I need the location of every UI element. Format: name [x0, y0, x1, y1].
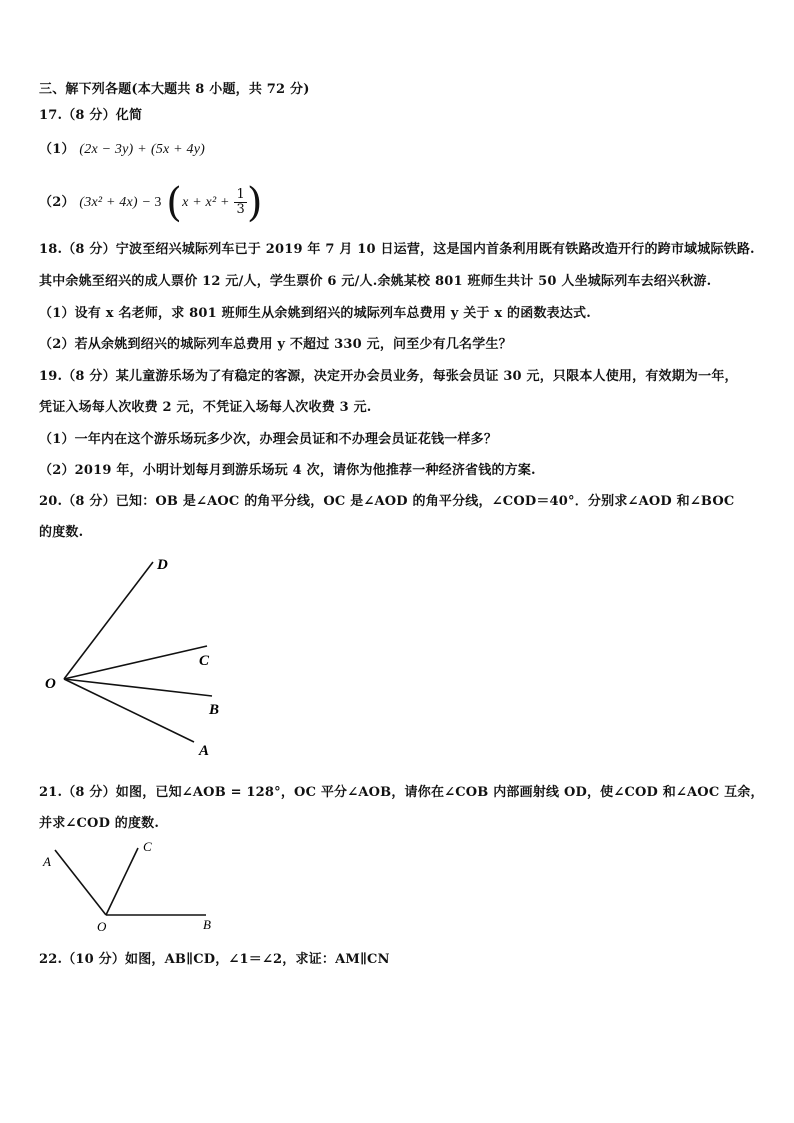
q17-part1-plus: +	[138, 142, 147, 157]
q18-line1: 18.（8 分）宁波至绍兴城际列车已于 2019 年 7 月 10 日运营，这是国内首条利用既有铁路改造开行的跨市域城际铁路.	[39, 242, 755, 257]
q19-part2: （2）2019 年，小明计划每月到游乐场玩 4 次，请你为他推荐一种经济省钱的方案.	[39, 463, 536, 478]
q21-line2: 并求∠COD 的度数.	[39, 816, 160, 831]
q17-part2-expr-b: x + x² +	[182, 195, 230, 210]
q20-line2: 的度数.	[39, 525, 84, 540]
q17-part2-expr-a: (3x² + 4x)	[79, 195, 138, 210]
q17-part1-label: （1）	[39, 142, 75, 157]
section-header: 三、解下列各题(本大题共 8 小题，共 72 分)	[39, 82, 310, 97]
q21-ray-oa	[55, 850, 106, 915]
q17-part2-minus3: − 3	[142, 195, 162, 210]
q21-label-a: A	[43, 854, 51, 869]
q20-line1: 20.（8 分）已知：OB 是∠AOC 的角平分线，OC 是∠AOD 的角平分线，∠COD＝40°．分别求∠AOD 和∠BOC	[39, 494, 735, 509]
q21-ray-oc	[106, 848, 138, 915]
q20-label-o: O	[45, 676, 56, 692]
q19-line1: 19.（8 分）某儿童游乐场为了有稳定的客源，决定开办会员业务，每张会员证 30 元，只限本人使用，有效期为一年，	[39, 369, 738, 384]
q21-label-o: O	[97, 919, 107, 934]
q21-label-c: C	[143, 839, 152, 854]
q17-title: 17.（8 分）化简	[39, 108, 143, 123]
q17-part1-expr-a: (2x − 3y)	[79, 142, 134, 157]
q18-line2: 其中余姚至绍兴的成人票价 12 元/人，学生票价 6 元/人.余姚某校 801 班师生共计 50 人坐城际列车去绍兴秋游.	[39, 274, 712, 289]
q20-label-c: C	[199, 653, 210, 669]
q20-label-b: B	[209, 702, 220, 718]
q17-part1-expr-b: (5x + 4y)	[150, 142, 205, 157]
q18-part1: （1）设有 x 名老师，求 801 班师生从余姚到绍兴的城际列车总费用 y 关于 x 的函数表达式.	[39, 306, 591, 321]
q17-part2-right-paren: )	[246, 180, 263, 226]
q17-part2-label: （2）	[39, 195, 75, 210]
q18-part2: （2）若从余姚到绍兴的城际列车总费用 y 不超过 330 元，问至少有几名学生？	[39, 337, 512, 352]
q21-label-b: B	[203, 917, 211, 932]
q17-fraction-numerator: 1	[236, 187, 245, 202]
q17-fraction-denominator: 3	[236, 202, 245, 217]
q21-line1: 21.（8 分）如图，已知∠AOB = 128°，OC 平分∠AOB，请你在∠COB 内部画射线 OD，使∠COD 和∠AOC 互余，	[39, 785, 764, 800]
q22-line1: 22.（10 分）如图，AB∥CD，∠1＝∠2，求证：AM∥CN	[39, 952, 390, 967]
q19-part1: （1）一年内在这个游乐场玩多少次，办理会员证和不办理会员证花钱一样多？	[39, 432, 498, 447]
q20-label-a: A	[199, 743, 210, 759]
q17-part2-left-paren: (	[166, 180, 183, 226]
q19-line2: 凭证入场每人次收费 2 元，不凭证入场每人次收费 3 元.	[39, 400, 372, 415]
q20-label-d: D	[157, 557, 168, 573]
